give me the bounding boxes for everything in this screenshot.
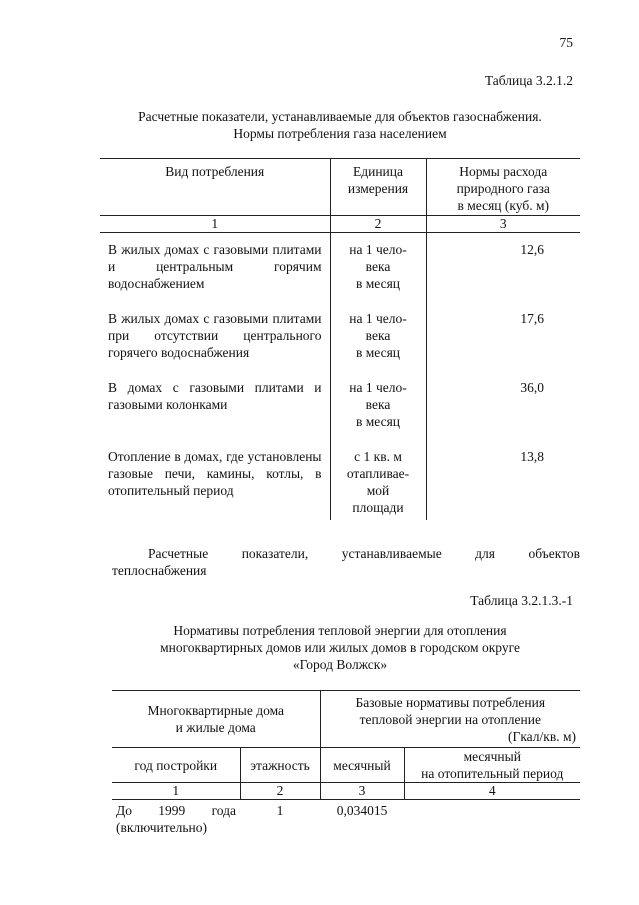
page-number: 75 (559, 35, 573, 50)
table2-subheader-row (112, 748, 580, 783)
floors: 1 (276, 803, 284, 818)
consumption-unit: на 1 чело- века в месяц (330, 302, 426, 371)
consumption-norm: 13,8 (520, 449, 544, 464)
consumption-norm: 36,0 (520, 380, 544, 395)
consumption-unit: на 1 чело- века в месяц (330, 233, 426, 303)
table-row (112, 800, 580, 837)
table1-title (100, 108, 580, 142)
table2-title-line1: Нормативы потребления тепловой энергии для отопления (173, 623, 507, 638)
table2-column-numbers (112, 783, 580, 800)
consumption-unit: с 1 кв. м отапливае- мой площади (330, 440, 426, 520)
table2-header-monthly-heating: месячный на отопительный период (404, 748, 580, 783)
table2-colnum: 2 (240, 783, 320, 800)
table-row (100, 302, 580, 371)
heat-supply-paragraph (112, 545, 580, 579)
table1-title-line1: Расчетные показатели, устанавливаемые для объектов газоснабжения. (138, 109, 542, 124)
consumption-type: В домах с газовыми плитами и газовыми колонками (108, 380, 322, 412)
table2-colnum: 4 (404, 783, 580, 800)
table1-header-row (100, 159, 580, 216)
table-row (100, 440, 580, 520)
table1-column-numbers (100, 216, 580, 233)
table2-colnum: 1 (112, 783, 240, 800)
table2-colnum: 3 (320, 783, 404, 800)
consumption-type: В жилых домах с газовыми плитами при отсутствии центрального горячего водоснабжения (108, 311, 322, 360)
table2-header-floors: этажность (240, 748, 320, 783)
table2-title (100, 622, 580, 673)
consumption-norm: 17,6 (520, 311, 544, 326)
table1-header-type: Вид потребления (100, 159, 330, 216)
table2-header-buildings: Многоквартирные дома и жилые дома (112, 691, 320, 748)
paragraph-line1: Расчетные показатели, устанавливаемые для объектов (148, 546, 580, 561)
table1-colnum: 3 (426, 216, 580, 233)
table-row (100, 233, 580, 303)
table2-title-line2: многоквартирных домов или жилых домов в городском округе (160, 640, 520, 655)
table1-title-line2: Нормы потребления газа населением (233, 126, 447, 141)
consumption-norm: 12,6 (520, 242, 544, 257)
table1-colnum: 2 (330, 216, 426, 233)
table-row (100, 371, 580, 440)
paragraph-line2: теплоснабжения (112, 563, 207, 578)
table2-label: Таблица 3.2.1.3.-1 (470, 593, 573, 608)
monthly-norm: 0,034015 (336, 803, 388, 818)
table2-header-norms: Базовые нормативы потребления тепловой энергии на отопление (Гкал/кв. м) (320, 691, 580, 748)
table1-header-norm: Нормы расхода природного газа в месяц (куб. м) (426, 159, 580, 216)
table2-title-line3: «Город Волжск» (292, 657, 388, 672)
consumption-type: В жилых домах с газовыми плитами и центральным горячим водоснабжением (108, 242, 322, 291)
monthly-heating-norm (404, 800, 580, 837)
table2-header-monthly: месячный (320, 748, 404, 783)
consumption-type: Отопление в домах, где установлены газовые печи, камины, котлы, в отопительный период (108, 449, 322, 498)
table1-label: Таблица 3.2.1.2 (484, 73, 573, 88)
build-year: До 1999 года (включительно) (116, 803, 236, 835)
heat-energy-table (112, 690, 580, 836)
table2-group-header-row (112, 691, 580, 748)
consumption-unit: на 1 чело- века в месяц (330, 371, 426, 440)
table1-header-unit: Единица измерения (330, 159, 426, 216)
table1-colnum: 1 (100, 216, 330, 233)
gas-consumption-table (100, 158, 580, 520)
table2-header-year: год постройки (112, 748, 240, 783)
